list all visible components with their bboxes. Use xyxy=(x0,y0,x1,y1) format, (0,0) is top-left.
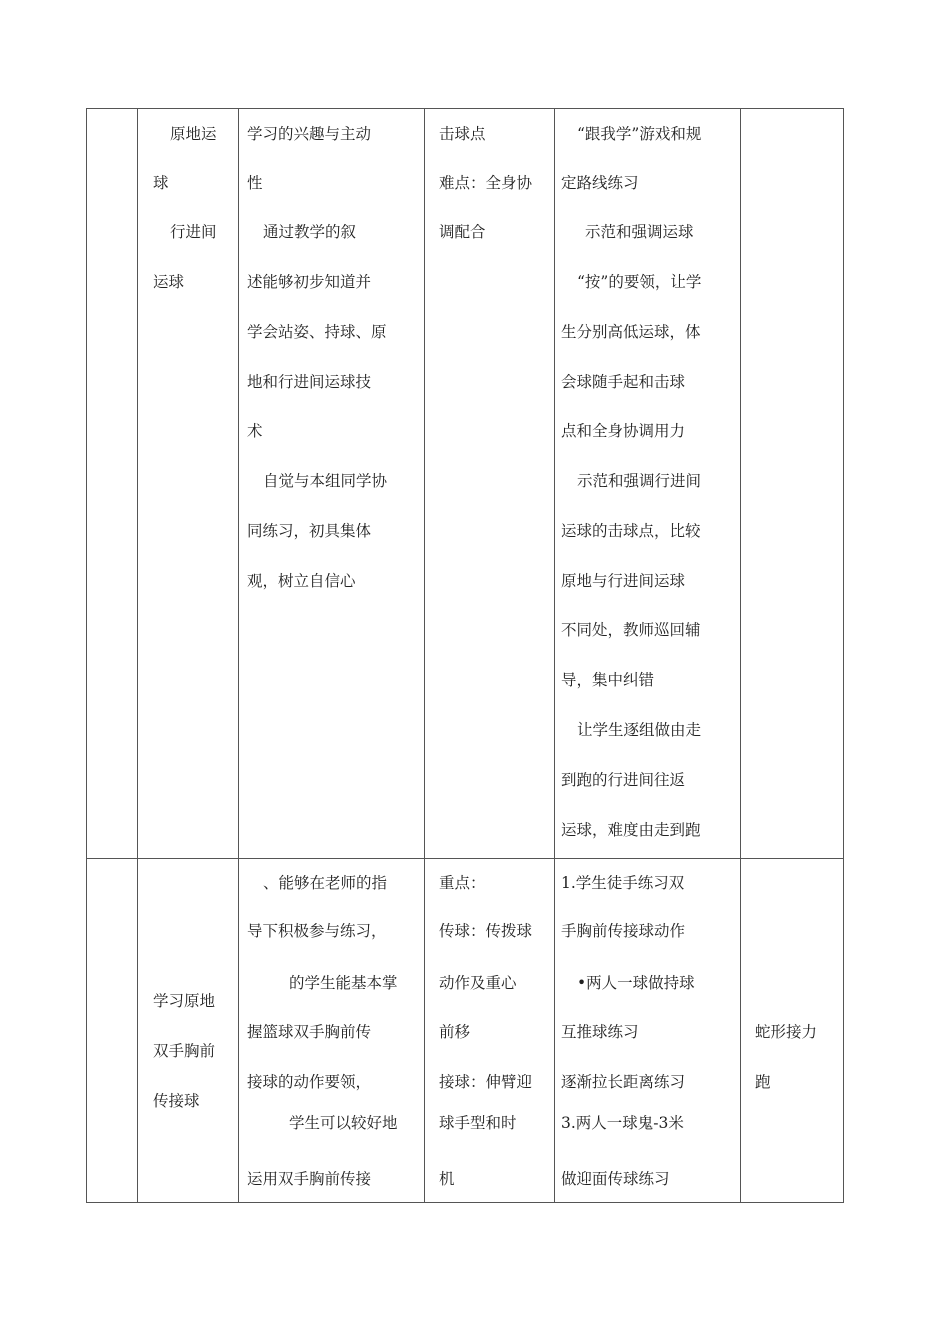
key-points-cell xyxy=(425,859,555,1203)
methods-cell xyxy=(555,859,741,1203)
key-point-line: 调配合 xyxy=(439,223,486,241)
objective-line: 接球的动作要领， xyxy=(247,1073,372,1091)
objective-line: 自觉与本组同学协 xyxy=(263,472,388,490)
objective-line: 学生可以较好地 xyxy=(289,1114,398,1132)
game-line: 跑 xyxy=(755,1073,771,1091)
objectives-cell xyxy=(239,109,425,859)
objective-line: 的学生能基本掌 xyxy=(289,974,398,992)
method-line: 点和全身协调用力 xyxy=(561,422,686,440)
method-line: 导，集中纠错 xyxy=(561,671,655,689)
objective-line: 观，树立自信心 xyxy=(247,572,356,590)
objective-line: 术 xyxy=(247,422,263,440)
key-point-line: 球手型和时 xyxy=(439,1114,517,1132)
key-point-line: 传球：传拨球 xyxy=(439,922,533,940)
method-line: 示范和强调运球 xyxy=(585,223,694,241)
topic-line: 传接球 xyxy=(153,1092,200,1110)
game-cell xyxy=(741,859,844,1203)
topic-line: 行进间 xyxy=(170,223,217,241)
method-line: “按”的要领，让学 xyxy=(577,273,702,291)
objective-line: 通过教学的叙 xyxy=(263,223,357,241)
method-line: 生分别高低运球，体 xyxy=(561,323,701,341)
method-line: 逐渐拉长距离练习 xyxy=(561,1073,686,1091)
method-line: 运球，难度由走到跑 xyxy=(561,821,701,839)
objective-line: 运用双手胸前传接 xyxy=(247,1170,372,1188)
method-line: 会球随手起和击球 xyxy=(561,373,686,391)
objective-line: 同练习，初具集体 xyxy=(247,522,372,540)
lesson-plan-table xyxy=(86,108,844,1203)
key-point-line: 难点：全身协 xyxy=(439,174,533,192)
objective-line: 学习的兴趣与主动 xyxy=(247,125,372,143)
objectives-cell xyxy=(239,859,425,1203)
key-point-line: 机 xyxy=(439,1170,455,1188)
blank-cell xyxy=(87,109,138,859)
game-line: 蛇形接力 xyxy=(755,1023,818,1041)
method-line: 让学生逐组做由走 xyxy=(577,721,702,739)
method-line: 定路线练习 xyxy=(561,174,639,192)
method-line: 1.学生徒手练习双 xyxy=(561,874,685,892)
key-points-cell xyxy=(425,109,555,859)
game-cell xyxy=(741,109,844,859)
objective-line: 导下积极参与练习， xyxy=(247,922,387,940)
topic-cell xyxy=(138,859,239,1203)
topic-line: 原地运 xyxy=(170,125,217,143)
objective-line: 述能够初步知道并 xyxy=(247,273,372,291)
method-line: •两人一球做持球 xyxy=(577,974,695,992)
table-row xyxy=(87,859,844,1203)
method-line: 3.两人一球鬼-3米 xyxy=(561,1114,684,1132)
method-line: 到跑的行进间往返 xyxy=(561,771,686,789)
key-point-line: 重点： xyxy=(439,874,486,892)
objective-line: 地和行进间运球技 xyxy=(247,373,372,391)
method-line: 示范和强调行进间 xyxy=(577,472,702,490)
objective-line: 、能够在老师的指 xyxy=(263,874,388,892)
methods-cell xyxy=(555,109,741,859)
method-line: 做迎面传球练习 xyxy=(561,1170,670,1188)
key-point-line: 动作及重心 xyxy=(439,974,517,992)
blank-cell xyxy=(87,859,138,1203)
table-row xyxy=(87,109,844,859)
key-point-line: 前移 xyxy=(439,1023,471,1041)
method-line: 运球的击球点，比较 xyxy=(561,522,701,540)
key-point-line: 接球：伸臂迎 xyxy=(439,1073,533,1091)
method-line: “跟我学”游戏和规 xyxy=(577,125,702,143)
method-line: 手胸前传接球动作 xyxy=(561,922,686,940)
method-line: 不同处，教师巡回辅 xyxy=(561,621,701,639)
method-line: 互推球练习 xyxy=(561,1023,639,1041)
key-point-line: 击球点 xyxy=(439,125,486,143)
objective-line: 性 xyxy=(247,174,263,192)
topic-cell xyxy=(138,109,239,859)
objective-line: 学会站姿、持球、原 xyxy=(247,323,387,341)
topic-line: 运球 xyxy=(153,273,185,291)
topic-line: 学习原地 xyxy=(153,992,216,1010)
objective-line: 握篮球双手胸前传 xyxy=(247,1023,372,1041)
method-line: 原地与行进间运球 xyxy=(561,572,686,590)
topic-line: 双手胸前 xyxy=(153,1042,216,1060)
topic-line: 球 xyxy=(153,174,169,192)
